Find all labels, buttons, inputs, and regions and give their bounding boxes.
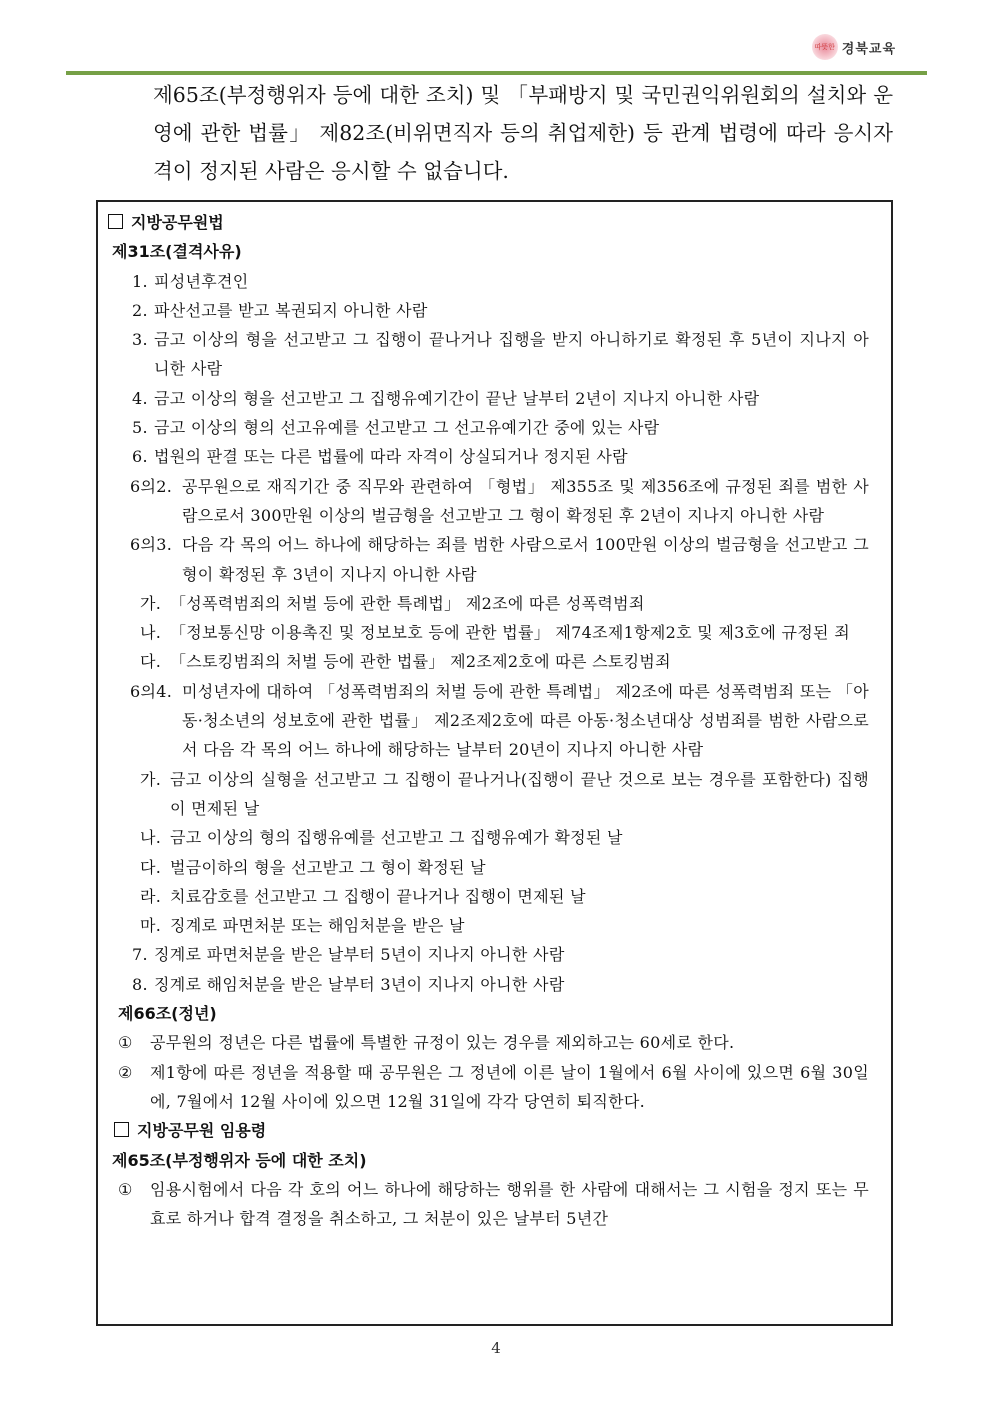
paragraph-number: ① <box>118 1179 133 1199</box>
sub-item-text: 「성폭력범죄의 처벌 등에 관한 특례법」 제2조에 따른 성폭력범죄 <box>170 593 645 613</box>
logo-text: 경북교육 <box>841 41 896 57</box>
list-item <box>116 472 869 531</box>
paragraph-number: ② <box>118 1062 133 1082</box>
article-66-title: 제66조(정년) <box>118 1004 217 1024</box>
item-number: 6의4. <box>130 681 173 701</box>
list-item <box>116 267 869 296</box>
item-number: 6. <box>132 447 148 467</box>
sub-item <box>116 618 869 647</box>
checkbox-square-icon <box>114 1122 129 1137</box>
sub-item <box>116 911 869 940</box>
sub-item-number: 나. <box>140 828 162 848</box>
law1-title: 지방공무원법 <box>131 213 224 232</box>
item-text: 다음 각 목의 어느 하나에 해당하는 죄를 범한 사람으로서 100만원 이상의 벌금형을 선고받고 그 형이 확정된 후 3년이 지나지 아니한 사람 <box>182 535 869 584</box>
article-65-title: 제65조(부정행위자 등에 대한 조치) <box>112 1150 367 1170</box>
paragraph-number: ① <box>118 1033 133 1053</box>
paragraph-item <box>116 1175 869 1234</box>
item-number: 7. <box>132 945 148 965</box>
law2-heading <box>114 1116 869 1145</box>
item-text: 피성년후견인 <box>154 271 249 291</box>
header-logo <box>812 34 896 60</box>
checkbox-square-icon <box>108 214 123 229</box>
sub-item <box>116 589 869 618</box>
paragraph-text: 공무원의 정년은 다른 법률에 특별한 규정이 있는 경우를 제외하고는 60세로 한다. <box>150 1033 735 1053</box>
item-number: 3. <box>132 330 148 350</box>
law2-title: 지방공무원 임용령 <box>137 1121 267 1141</box>
item-text: 파산선고를 받고 복권되지 아니한 사람 <box>154 300 428 320</box>
sub-item-number: 다. <box>140 652 162 672</box>
list-item <box>116 970 869 999</box>
list-item <box>116 296 869 325</box>
list-item <box>116 940 869 969</box>
sub-item-number: 마. <box>140 916 162 936</box>
item-text: 징계로 해임처분을 받은 날부터 3년이 지나지 아니한 사람 <box>154 974 565 994</box>
sub-item-text: 금고 이상의 형의 집행유예를 선고받고 그 집행유예가 확정된 날 <box>170 828 623 848</box>
list-item <box>116 677 869 765</box>
intro-paragraph <box>153 76 893 190</box>
list-item <box>116 442 869 471</box>
logo-emblem <box>812 34 838 60</box>
item-number: 6의2. <box>130 476 173 496</box>
paragraph-text: 제1항에 따른 정년을 적용할 때 공무원은 그 정년에 이른 날이 1월에서 6월 사이에 있으면 6월 30일에, 7월에서 12월 사이에 있으면 12월 31일에 각각 당연히 퇴직한다. <box>150 1062 869 1111</box>
sub-item-text: 징계로 파면처분 또는 해임처분을 받은 날 <box>170 916 465 936</box>
item-number: 6의3. <box>130 535 173 555</box>
sub-item-text: 「스토킹범죄의 처벌 등에 관한 법률」 제2조제2호에 따른 스토킹범죄 <box>170 652 671 672</box>
list-item <box>116 530 869 589</box>
sub-item <box>116 647 869 676</box>
item-number: 4. <box>132 388 148 408</box>
item-text: 미성년자에 대하여 「성폭력범죄의 처벌 등에 관한 특례법」 제2조에 따른 성폭력범죄 또는 「아동·청소년의 성보호에 관한 법률」 제2조제2호에 따른 아동·청소년대상 성범죄를 범한 사람으로서 다음 각 목의 어느 하나에 해당하는 날부터 20년이 지나지 아니한 사람 <box>182 681 869 760</box>
item-number: 1. <box>132 271 148 291</box>
list-item <box>116 384 869 413</box>
paragraph-item <box>116 1058 869 1117</box>
sub-item-text: 치료감호를 선고받고 그 집행이 끝나거나 집행이 면제된 날 <box>170 886 586 906</box>
sub-item-number: 가. <box>140 593 162 613</box>
item-text: 법원의 판결 또는 다른 법률에 따라 자격이 상실되거나 정지된 사람 <box>154 447 628 467</box>
sub-item-number: 가. <box>140 769 162 789</box>
header-rule <box>66 71 927 75</box>
item-text: 금고 이상의 형을 선고받고 그 집행유예기간이 끝난 날부터 2년이 지나지 아니한 사람 <box>154 388 760 408</box>
intro-text: 제65조(부정행위자 등에 대한 조치) 및 「부패방지 및 국민권익위원회의 설치와 운영에 관한 법률」 제82조(비위면직자 등의 취업제한) 등 관계 법령에 따라 응시자격이 정지된 사람은 응시할 수 없습니다. <box>153 83 893 183</box>
sub-item <box>116 765 869 824</box>
sub-item-number: 다. <box>140 857 162 877</box>
logo-small-text: 따뜻한 <box>814 43 835 51</box>
article-31-items <box>116 267 869 999</box>
sub-item-number: 라. <box>140 886 162 906</box>
page-number: 4 <box>491 1339 501 1357</box>
paragraph-item <box>116 1028 869 1057</box>
law1-heading <box>108 208 869 237</box>
item-text: 공무원으로 재직기간 중 직무와 관련하여 「형법」 제355조 및 제356조에 규정된 죄를 범한 사람으로서 300만원 이상의 벌금형을 선고받고 그 형이 확정된 후 2년이 지나지 아니한 사람 <box>182 476 869 525</box>
paragraph-text: 임용시험에서 다음 각 호의 어느 하나에 해당하는 행위를 한 사람에 대해서는 그 시험을 정지 또는 무효로 하거나 합격 결정을 취소하고, 그 처분이 있은 날부터 5년간 <box>150 1179 869 1229</box>
sub-item-text: 벌금이하의 형을 선고받고 그 형이 확정된 날 <box>170 857 486 877</box>
article-31-title: 제31조(결격사유) <box>112 242 242 262</box>
list-item <box>116 413 869 442</box>
item-number: 5. <box>132 418 148 438</box>
item-text: 징계로 파면처분을 받은 날부터 5년이 지나지 아니한 사람 <box>154 945 565 965</box>
law-excerpt-box <box>96 200 893 1326</box>
list-item <box>116 325 869 384</box>
item-text: 금고 이상의 형의 선고유예를 선고받고 그 선고유예기간 중에 있는 사람 <box>154 418 660 438</box>
sub-item <box>116 853 869 882</box>
item-number: 2. <box>132 300 148 320</box>
sub-item-text: 금고 이상의 실형을 선고받고 그 집행이 끝나거나(집행이 끝난 것으로 보는 경우를 포함한다) 집행이 면제된 날 <box>170 769 869 818</box>
sub-item <box>116 823 869 852</box>
item-number: 8. <box>132 974 148 994</box>
sub-item-text: 「정보통신망 이용촉진 및 정보보호 등에 관한 법률」 제74조제1항제2호 및 제3호에 규정된 죄 <box>170 623 850 643</box>
item-text: 금고 이상의 형을 선고받고 그 집행이 끝나거나 집행을 받지 아니하기로 확정된 후 5년이 지나지 아니한 사람 <box>154 330 869 379</box>
sub-item-number: 나. <box>140 623 162 643</box>
sub-item <box>116 882 869 911</box>
